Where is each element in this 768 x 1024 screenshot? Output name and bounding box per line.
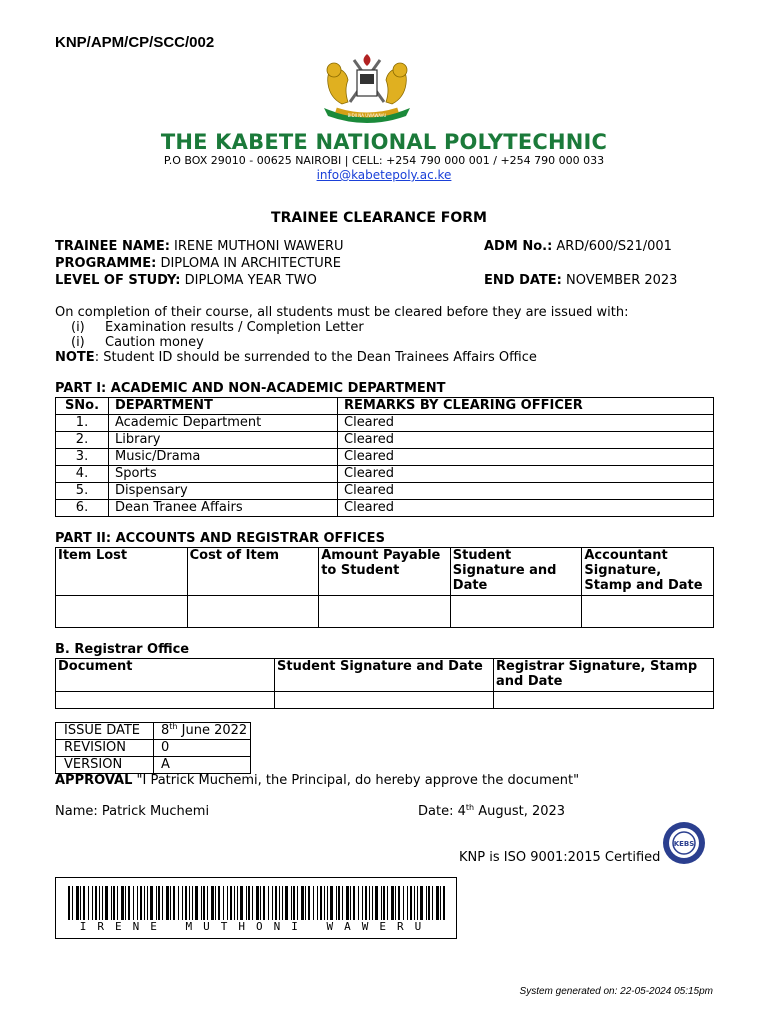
institution-name: THE KABETE NATIONAL POLYTECHNIC <box>160 130 608 154</box>
table-row <box>56 500 714 517</box>
table-row <box>56 432 714 449</box>
table-row <box>56 483 714 500</box>
column-header-department: DEPARTMENT <box>109 398 338 415</box>
cell-sno: 2. <box>56 432 109 449</box>
empty-cell <box>187 596 319 628</box>
trainee-name-value: IRENE MUTHONI WAWERU <box>174 239 344 254</box>
cell-remarks: Cleared <box>338 500 714 517</box>
cell-department: Academic Department <box>109 415 338 432</box>
intro-item <box>71 320 364 335</box>
level-value: DIPLOMA YEAR TWO <box>184 273 317 288</box>
empty-cell <box>494 692 714 709</box>
system-generated-timestamp: System generated on: 22-05-2024 05:15pm <box>519 986 713 997</box>
column-header-cost: Cost of Item <box>187 548 319 596</box>
cell-sno: 1. <box>56 415 109 432</box>
approval-line <box>55 773 579 788</box>
approver-name: Name: Patrick Muchemi <box>55 804 210 819</box>
cell-department: Library <box>109 432 338 449</box>
table-row <box>56 723 251 740</box>
cell-department: Dean Tranee Affairs <box>109 500 338 517</box>
table-header-row <box>56 659 714 692</box>
cell-remarks: Cleared <box>338 466 714 483</box>
cell-remarks: Cleared <box>338 449 714 466</box>
intro-item-number: (i) <box>71 320 85 335</box>
table-header-row <box>56 398 714 415</box>
note-label: NOTE <box>55 350 95 365</box>
intro-text: On completion of their course, all students must be cleared before they are issued with: <box>55 305 629 320</box>
intro-item-number: (i) <box>71 335 85 350</box>
registrar-title: B. Registrar Office <box>55 642 190 657</box>
table-row <box>56 596 714 628</box>
table-row <box>56 466 714 483</box>
cell-department: Music/Drama <box>109 449 338 466</box>
column-header-remarks: REMARKS BY CLEARING OFFICER <box>338 398 714 415</box>
institution-address: P.O BOX 29010 - 00625 NAIROBI | CELL: +254 790 000 001 / +254 790 000 033 <box>163 154 605 167</box>
empty-cell <box>319 596 451 628</box>
column-header-registrar-signature: Registrar Signature, Stamp and Date <box>494 659 714 692</box>
trainee-name-line <box>55 239 344 254</box>
document-reference: KNP/APM/CP/SCC/002 <box>55 34 215 51</box>
kebs-badge-text: KEBS <box>673 840 695 848</box>
cell-remarks: Cleared <box>338 415 714 432</box>
adm-value: ARD/600/S21/001 <box>556 239 672 254</box>
cell-remarks: Cleared <box>338 483 714 500</box>
logo-motto: BIDII NA UWAWAVU <box>347 113 387 118</box>
level-label: LEVEL OF STUDY: <box>55 273 181 288</box>
cell-sno: 4. <box>56 466 109 483</box>
revision-label: REVISION <box>56 740 154 757</box>
document-control-table <box>55 722 251 774</box>
barcode-box <box>55 877 457 939</box>
cell-sno: 6. <box>56 500 109 517</box>
issue-date-value: 8th June 2022 <box>154 723 251 740</box>
cell-department: Sports <box>109 466 338 483</box>
table-row <box>56 757 251 774</box>
barcode-caption: IRENE MUTHONI WAWERU <box>79 920 433 933</box>
empty-cell <box>56 692 275 709</box>
cell-department: Dispensary <box>109 483 338 500</box>
level-line <box>55 273 317 288</box>
cell-sno: 3. <box>56 449 109 466</box>
part2-title: PART II: ACCOUNTS AND REGISTRAR OFFICES <box>55 531 385 546</box>
part1-title: PART I: ACADEMIC AND NON-ACADEMIC DEPARTMENT <box>55 381 446 396</box>
adm-line <box>484 239 672 254</box>
intro-item <box>71 335 204 350</box>
cell-sno: 5. <box>56 483 109 500</box>
institution-logo-icon <box>314 50 420 124</box>
part1-table <box>55 397 714 517</box>
table-row <box>56 415 714 432</box>
column-header-document: Document <box>56 659 275 692</box>
accounts-table <box>55 547 714 628</box>
end-date-line <box>484 273 677 288</box>
column-header-accountant-signature: Accountant Signature, Stamp and Date <box>582 548 714 596</box>
barcode-icon <box>68 886 446 920</box>
table-row <box>56 692 714 709</box>
column-header-item-lost: Item Lost <box>56 548 188 596</box>
trainee-name-label: TRAINEE NAME: <box>55 239 170 254</box>
table-header-row <box>56 548 714 596</box>
empty-cell <box>582 596 714 628</box>
cell-remarks: Cleared <box>338 432 714 449</box>
approval-label: APPROVAL <box>55 773 133 788</box>
institution-email-link[interactable]: info@kabetepoly.ac.ke <box>316 168 452 182</box>
column-header-sno: SNo. <box>56 398 109 415</box>
end-date-value: NOVEMBER 2023 <box>566 273 678 288</box>
end-date-label: END DATE: <box>484 273 562 288</box>
note-text: : Student ID should be surrended to the Dean Trainees Affairs Office <box>94 350 537 365</box>
column-header-student-signature: Student Signature and Date <box>450 548 582 596</box>
programme-line <box>55 256 341 271</box>
column-header-amount-payable: Amount Payable to Student <box>319 548 451 596</box>
revision-value: 0 <box>154 740 251 757</box>
empty-cell <box>450 596 582 628</box>
programme-value: DIPLOMA IN ARCHITECTURE <box>160 256 341 271</box>
intro-item-text: Caution money <box>105 335 204 350</box>
form-title: TRAINEE CLEARANCE FORM <box>271 210 487 226</box>
approval-text: "I Patrick Muchemi, the Principal, do hereby approve the document" <box>132 773 580 788</box>
table-row <box>56 449 714 466</box>
kebs-certification-badge-icon <box>662 821 706 865</box>
approval-date: Date: 4th August, 2023 <box>418 803 566 819</box>
column-header-student-signature: Student Signature and Date <box>275 659 494 692</box>
version-value: A <box>154 757 251 774</box>
registrar-table <box>55 658 714 709</box>
intro-item-text: Examination results / Completion Letter <box>105 320 364 335</box>
empty-cell <box>56 596 188 628</box>
table-row <box>56 740 251 757</box>
adm-label: ADM No.: <box>484 239 553 254</box>
note-line <box>55 350 537 365</box>
version-label: VERSION <box>56 757 154 774</box>
issue-date-label: ISSUE DATE <box>56 723 154 740</box>
empty-cell <box>275 692 494 709</box>
iso-certification-text: KNP is ISO 9001:2015 Certified <box>459 850 661 865</box>
programme-label: PROGRAMME: <box>55 256 157 271</box>
